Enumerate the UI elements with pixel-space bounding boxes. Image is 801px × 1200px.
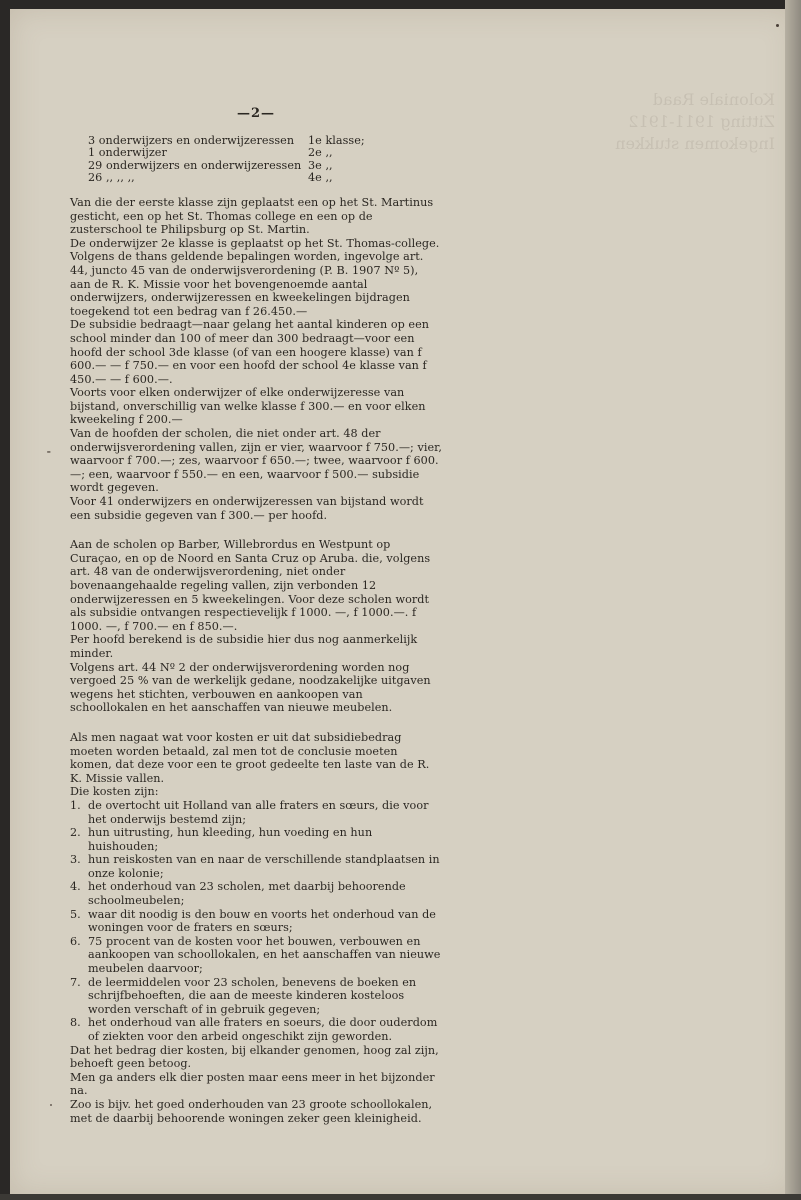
list-item: [70, 935, 442, 976]
page-number: —2—: [236, 106, 276, 121]
list-item: [70, 826, 442, 853]
paragraph: De onderwijzer 2e klasse is geplaatst op het St. Thomas-college.: [70, 236, 440, 250]
paragraph: Van de hoofden der scholen, die niet onder art. 48 der onderwijsverordening vallen, zijn er vier, waarvoor f 750.—; vier, waarvoor f 700.—; zes, waarvoor f 650.—; twee, waarvoor f 600.—; een, waarvoor f 550.— en een, waarvoor f 500.— subsidie wordt gegeven.: [70, 427, 442, 495]
paragraph: Van die der eerste klasse zijn geplaatst een op het St. Martinus gesticht, een op het St. Thomas college en een op de zusterschool te Philipsburg op St. Martin.: [70, 195, 434, 237]
paragraph: Aan de scholen op Barber, Willebrordus en Westpunt op Curaçao, en op de Noord en Santa Cruz op Aruba. die, volgens art. 48 van de onderwijsverordening, niet onder bovenaangehaalde regeling vallen, zijn verbonden 12 onderwijzeressen en 5 kweekelingen. Voor deze scholen wordt als subsidie ontvangen respectievelijk f 1000. —, f 1000.—. f 1000. —, f 700.— en f 850.—.: [70, 538, 431, 633]
list-item: [70, 1016, 442, 1043]
margin-marker: ⁃: [46, 446, 52, 459]
bleed-line: Zitting 1911-1912: [628, 112, 775, 131]
page-edge-bottom: [0, 1194, 801, 1200]
staff-desc: 3 onderwijzers en onderwijzeressen: [88, 133, 295, 147]
staff-desc: 26 ,, ,, ,,: [88, 171, 135, 185]
staff-list: [88, 135, 442, 185]
bleed-line: Koloniale Raad: [652, 90, 775, 109]
list-text: de leermiddelen voor 23 scholen, benevens de boeken en schrijfbehoeften, die aan de meeste kinderen kosteloos worden verschaft of in gebruik gegeven;: [88, 975, 417, 1016]
list-number: 5.: [70, 907, 81, 921]
list-text: de overtocht uit Holland van alle fraters en sœurs, die voor het onderwijs bestemd zijn;: [88, 798, 429, 826]
list-text: het onderhoud van alle fraters en soeurs, die door ouderdom of ziekten voor den arbeid ongeschikt zijn geworden.: [88, 1016, 438, 1043]
paragraph: Als men nagaat wat voor kosten er uit dat subsidiebedrag moeten worden betaald, zal men tot de conclusie moeten komen, dat deze voor een te groot gedeelte ten laste van de R. K. Missie vallen.: [70, 730, 430, 785]
paragraph: De subsidie bedraagt—naar gelang het aantal kinderen op een school minder dan 100 of meer dan 300 bedraagt—voor een hoofd der school 3de klasse (of van een hoogere klasse) van f 600.— — f 750.— en voor een hoofd der school 4e klasse van f 450.— — f 600.—.: [70, 318, 430, 386]
list-item: [70, 853, 442, 880]
list-item: [70, 799, 442, 826]
paragraph: Voor 41 onderwijzers en onderwijzeressen van bijstand wordt een subsidie gegeven van f 300.— per hoofd.: [70, 495, 424, 522]
list-text: hun reiskosten van en naar de verschillende standplaatsen in onze kolonie;: [88, 853, 440, 880]
list-item: [70, 908, 442, 935]
paragraph: Volgens de thans geldende bepalingen worden, ingevolge art. 44, juncto 45 van de onderwijsverordening (P. B. 1907 Nº 5), aan de R. K. Missie voor het bovengenoemde aantal onderwijzers, onderwijzeressen en kweekelingen bijdragen toegekend tot een bedrag van f 26.450.—: [70, 250, 424, 318]
list-number: 6.: [70, 934, 81, 948]
staff-class: 4e ,,: [308, 171, 333, 185]
list-number: 4.: [70, 880, 81, 894]
list-item: [70, 880, 442, 907]
paper-speck: [50, 1104, 52, 1106]
list-number: 8.: [70, 1016, 81, 1030]
paragraph: Die kosten zijn:: [70, 785, 159, 799]
staff-desc: 29 onderwijzers en onderwijzeressen: [88, 158, 302, 172]
page-edge-right: [785, 0, 801, 1200]
staff-class: 1e klasse;: [308, 133, 365, 147]
paragraph: Zoo is bijv. het goed onderhouden van 23 groote schoollokalen, met de daarbij behoorende woningen zeker geen kleinigheid.: [70, 1097, 433, 1125]
list-text: het onderhoud van 23 scholen, met daarbij behoorende schoolmeubelen;: [88, 880, 406, 908]
list-text: waar dit noodig is den bouw en voorts het onderhoud van de woningen voor de fraters en sœurs;: [88, 907, 436, 935]
list-text: hun uitrusting, hun kleeding, hun voeding en hun huishouden;: [88, 826, 373, 853]
list-number: 1.: [70, 798, 81, 812]
bleed-through-text: [455, 89, 775, 259]
paragraph: Dat het bedrag dier kosten, bij elkander genomen, hoog zal zijn, behoeft geen betoog.: [70, 1043, 439, 1071]
paragraph: Volgens art. 44 Nº 2 der onderwijsverordening worden nog vergoed 25 % van de werkelijk gedane, noodzakelijke uitgaven wegens het stichten, verbouwen en aankoopen van schoollokalen en het aanschaffen van nieuwe meubelen.: [70, 660, 431, 715]
staff-class: 3e ,,: [308, 158, 333, 172]
staff-desc: 1 onderwijzer: [88, 146, 167, 160]
document-body: [70, 107, 442, 1125]
list-item: [70, 976, 442, 1017]
paragraph: Per hoofd berekend is de subsidie hier dus nog aanmerkelijk minder.: [70, 633, 418, 660]
list-text: 75 procent van de kosten voor het bouwen, verbouwen en aankoopen van schoollokalen, en het aanschaffen van nieuwe meubelen daarvoor;: [88, 934, 441, 976]
bleed-line: Ingekomen stukken: [615, 134, 775, 153]
list-number: 7.: [70, 975, 81, 989]
list-number: 3.: [70, 853, 81, 867]
list-number: 2.: [70, 826, 81, 840]
paragraph: Voorts voor elken onderwijzer of elke onderwijzeresse van bijstand, onverschillig van welke klasse f 300.— en voor elken kweekeling f 200.—: [70, 386, 426, 427]
document-page: [10, 9, 795, 1195]
paragraph: Men ga anders elk dier posten maar eens meer in het bijzonder na.: [70, 1070, 435, 1098]
staff-class: 2e ,,: [308, 146, 333, 160]
cost-list: [70, 799, 442, 1044]
paper-speck: [776, 24, 779, 27]
